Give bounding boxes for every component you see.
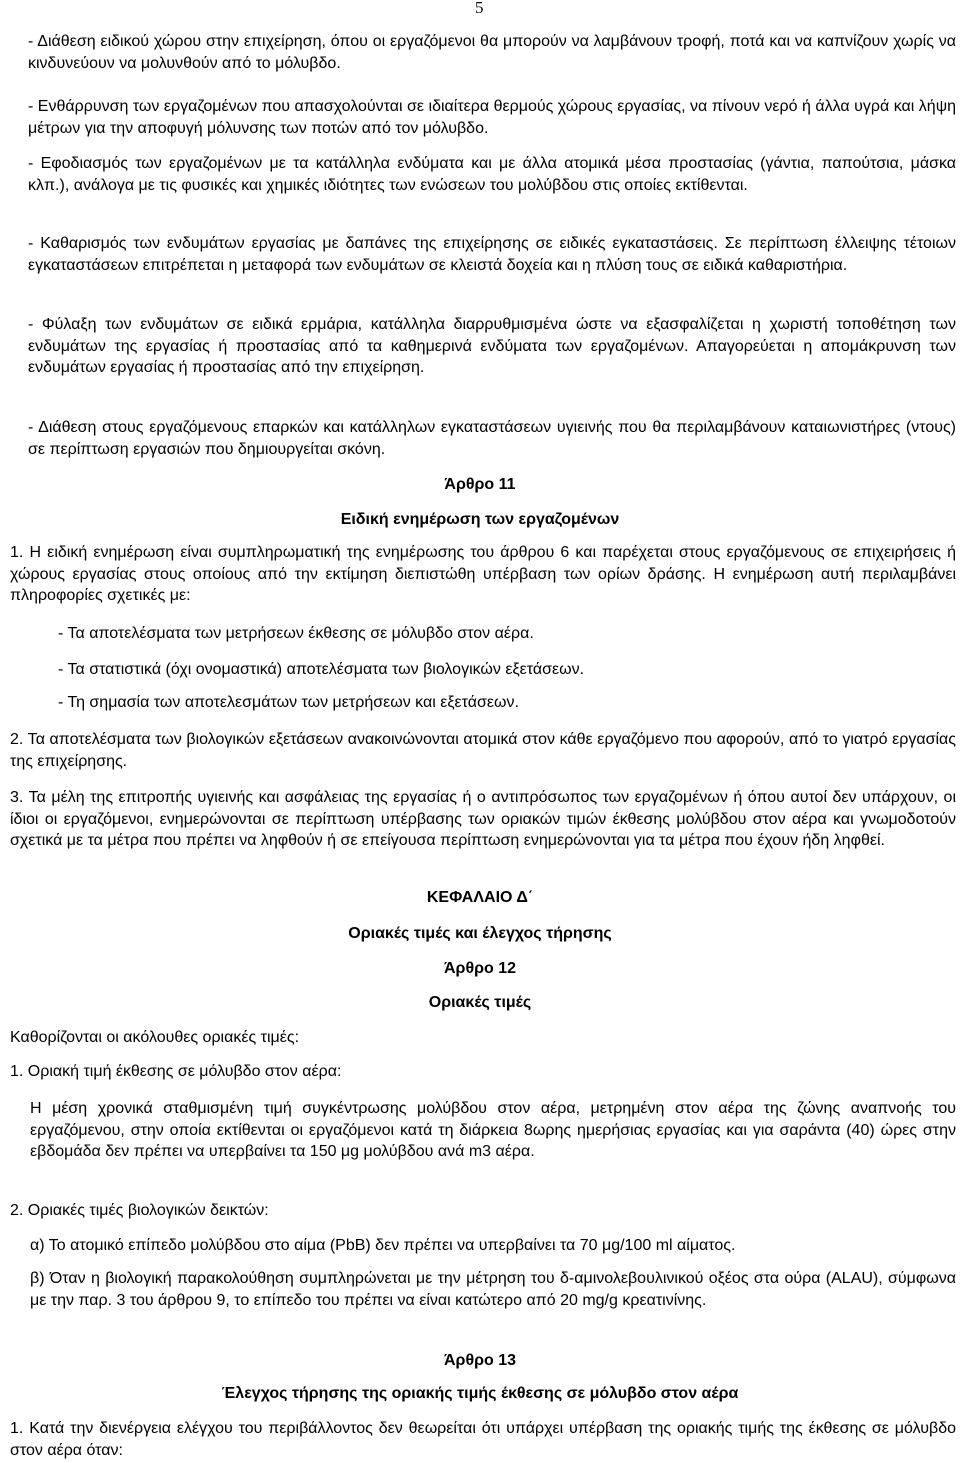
article-12-item-2a: α) Το ατομικό επίπεδο μολύβδου στο αίμα (PbB) δεν πρέπει να υπερβαίνει τα 70 μg/100 ml αίματος.	[30, 1237, 736, 1254]
article-12-heading: Άρθρο 12	[443, 960, 516, 977]
article-12-intro: Καθορίζονται οι ακόλουθες οριακές τιμές:	[10, 1029, 300, 1046]
article-12-item-2b: β) Όταν η βιολογική παρακολούθηση συμπληρώνεται με την μέτρηση του δ-αμινολεβουλινικού οξέος στα ούρα (ALAU), σύμφωνα με την παρ. 3 του άρθρου 9, το επίπεδο του πρέπει να είναι κατώτερο από 20 mg/g κρεατινίνης.	[30, 1270, 956, 1309]
list-item: - Τα αποτελέσματα των μετρήσεων έκθεσης σε μόλυβδο στον αέρα.	[58, 625, 534, 642]
list-item: - Τα στατιστικά (όχι ονομαστικά) αποτελέσματα των βιολογικών εξετάσεων.	[58, 661, 585, 678]
article-12-item-1-text: Η μέση χρονικά σταθμισμένη τιμή συγκέντρωσης μολύβδου στον αέρα, μετρημένη στον αέρα της ζώνης αναπνοής του εργαζόμενου, στην οποία εκτίθενται οι εργαζόμενοι κατά τη διάρκεια 8ωρης ημερήσιας εργασίας και για σαράντα (40) ώρες στην εβδομάδα δεν πρέπει να υπερβαίνει τα 150 μg μολύβδου ανά m3 αέρα.	[30, 1100, 956, 1160]
bullet-paragraph: - Διάθεση στους εργαζόμενους επαρκών και κατάλληλων εγκαταστάσεων υγιεινής που θα περιλαμβάνουν καταιωνιστήρες (ντους) σε περίπτωση εργασιών που δημιουργείται σκόνη.	[28, 419, 956, 458]
article-13-paragraph-1: 1. Κατά την διενέργεια ελέγχου του περιβάλλοντος δεν θεωρείται ότι υπάρχει υπέρβαση της οριακής τιμής της έκθεσης σε μόλυβδο στον αέρα όταν:	[10, 1420, 956, 1459]
article-12-item-1-label: 1. Οριακή τιμή έκθεσης σε μόλυβδο στον αέρα:	[10, 1063, 342, 1080]
article-11-title: Ειδική ενημέρωση των εργαζομένων	[340, 511, 620, 528]
page-number: 5	[475, 0, 484, 17]
article-13-heading: Άρθρο 13	[443, 1352, 516, 1369]
article-11-heading: Άρθρο 11	[444, 476, 516, 493]
article-11-paragraph-2: 2. Τα αποτελέσματα των βιολογικών εξετάσεων ανακοινώνονται ατομικά στον κάθε εργαζόμενο που αφορούν, από το γιατρό εργασίας της επιχείρησης.	[10, 731, 956, 770]
bullet-paragraph: - Φύλαξη των ενδυμάτων σε ειδικά ερμάρια, κατάλληλα διαρρυθμισμένα ώστε να εξασφαλίζεται η χωριστή τοποθέτηση των ενδυμάτων της εργασίας ή προστασίας από τα καθημερινά ενδύματα των εργαζομένων. Απαγορεύεται η απομάκρυνση των ενδυμάτων εργασίας ή προστασίας από την επιχείρηση.	[28, 316, 956, 376]
bullet-paragraph: - Καθαρισμός των ενδυμάτων εργασίας με δαπάνες της επιχείρησης σε ειδικές εγκαταστάσεις. Σε περίπτωση έλλειψης τέτοιων εγκαταστάσεων επιτρέπεται η μεταφορά των ενδυμάτων σε κλειστά δοχεία και η πλύση τους σε ειδικά καθαριστήρια.	[28, 235, 956, 274]
chapter-heading: ΚΕΦΑΛΑΙΟ Δ΄	[426, 889, 534, 906]
list-item: - Τη σημασία των αποτελεσμάτων των μετρήσεων και εξετάσεων.	[58, 694, 519, 711]
article-13-title: Έλεγχος τήρησης της οριακής τιμής έκθεσης σε μόλυβδο στον αέρα	[221, 1385, 739, 1402]
chapter-title: Οριακές τιμές και έλεγχος τήρησης	[348, 925, 612, 942]
article-12-item-2-label: 2. Οριακές τιμές βιολογικών δεικτών:	[10, 1202, 269, 1219]
article-11-paragraph-3: 3. Τα μέλη της επιτροπής υγιεινής και ασφάλειας της εργασίας ή ο αντιπρόσωπος των εργαζομένων ή όπου αυτοί δεν υπάρχουν, οι ίδιοι οι εργαζόμενοι, ενημερώνονται σε περίπτωση υπέρβασης των οριακών τιμών έκθεσης μολύβδου στον αέρα και γνωμοδοτούν σχετικά με τα μέτρα που πρέπει να ληφθούν ή σε επείγουσα περίπτωση ενημερώνονται για τα μέτρα που έχουν ήδη ληφθεί.	[10, 789, 956, 849]
article-11-paragraph-1: 1. Η ειδική ενημέρωση είναι συμπληρωματική της ενημέρωσης του άρθρου 6 και παρέχεται στους εργαζόμενους σε επιχειρήσεις ή χώρους εργασίας στους οποίους από την εκτίμηση διεπιστώθη υπέρβαση των ορίων δράσης. Η ενημέρωση αυτή περιλαμβάνει πληροφορίες σχετικές με:	[10, 544, 956, 604]
bullet-paragraph: - Ενθάρρυνση των εργαζομένων που απασχολούνται σε ιδιαίτερα θερμούς χώρους εργασίας, να πίνουν νερό ή άλλα υγρά και λήψη μέτρων για την αποφυγή μόλυνσης των ποτών από τον μόλυβδο.	[28, 98, 956, 137]
bullet-paragraph: - Διάθεση ειδικού χώρου στην επιχείρηση, όπου οι εργαζόμενοι θα μπορούν να λαμβάνουν τροφή, ποτά και να καπνίζουν χωρίς να κινδυνεύουν να μολυνθούν από το μόλυβδο.	[28, 33, 956, 72]
bullet-paragraph: - Εφοδιασμός των εργαζομένων με τα κατάλληλα ενδύματα και με άλλα ατομικά μέσα προστασίας (γάντια, παπούτσια, μάσκα κλπ.), ανάλογα με τις φυσικές και χημικές ιδιότητες των ενώσεων του μολύβδου στις οποίες εκτίθενται.	[28, 155, 956, 194]
article-12-title: Οριακές τιμές	[428, 994, 532, 1011]
